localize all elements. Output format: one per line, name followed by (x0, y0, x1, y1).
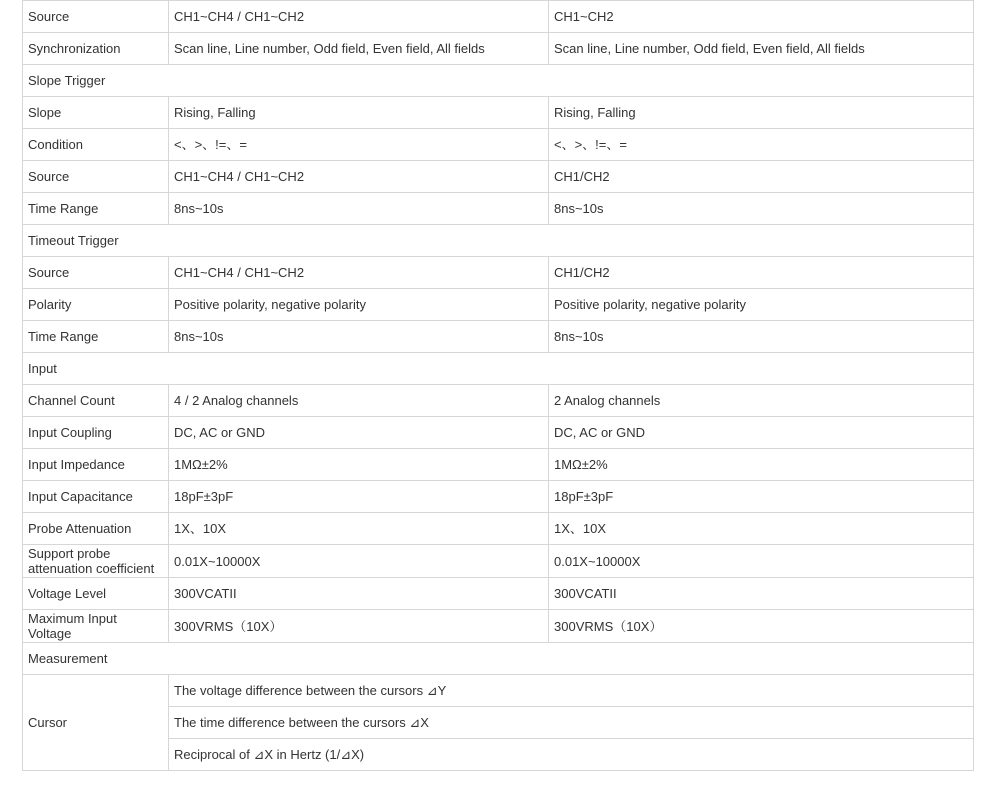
spec-value-model-a: 1X、10X (169, 513, 549, 545)
spec-value-model-a: 0.01X~10000X (169, 545, 549, 578)
spec-label: Input Coupling (23, 417, 169, 449)
spec-value-model-b: CH1/CH2 (549, 257, 974, 289)
spec-value-model-b: CH1/CH2 (549, 161, 974, 193)
spec-value-model-a: CH1~CH4 / CH1~CH2 (169, 1, 549, 33)
spec-value-model-a: <、>、!=、= (169, 129, 549, 161)
spec-value-model-b: 0.01X~10000X (549, 545, 974, 578)
section-title: Slope Trigger (23, 65, 974, 97)
spec-row (23, 33, 974, 65)
spec-value-model-a: 1MΩ±2% (169, 449, 549, 481)
spec-value-model-a: 300VCATII (169, 578, 549, 610)
section-title: Input (23, 353, 974, 385)
spec-label: Condition (23, 129, 169, 161)
spec-value-model-a: CH1~CH4 / CH1~CH2 (169, 161, 549, 193)
spec-value-model-b: 1X、10X (549, 513, 974, 545)
spec-value-model-b: 18pF±3pF (549, 481, 974, 513)
spec-value-model-b: 300VRMS（10X） (549, 610, 974, 643)
spec-value-model-b: <、>、!=、= (549, 129, 974, 161)
spec-label: Maximum Input Voltage (23, 610, 169, 643)
spec-row (23, 1, 974, 33)
spec-row (23, 385, 974, 417)
spec-row (23, 289, 974, 321)
spec-label: Probe Attenuation (23, 513, 169, 545)
spec-label: Support probe attenuation coefficient (23, 545, 169, 578)
spec-label: Time Range (23, 193, 169, 225)
spec-label: Time Range (23, 321, 169, 353)
spec-value-model-b: Positive polarity, negative polarity (549, 289, 974, 321)
spec-value-model-a: Rising, Falling (169, 97, 549, 129)
spec-value-model-a: 18pF±3pF (169, 481, 549, 513)
spec-row (23, 161, 974, 193)
section-header-row (23, 65, 974, 97)
spec-row (23, 321, 974, 353)
section-title: Timeout Trigger (23, 225, 974, 257)
spec-row (23, 129, 974, 161)
spec-table (22, 0, 974, 771)
spec-value-model-a: CH1~CH4 / CH1~CH2 (169, 257, 549, 289)
cursor-measurement: Reciprocal of ⊿X in Hertz (1/⊿X) (169, 739, 974, 771)
spec-value-model-b: Rising, Falling (549, 97, 974, 129)
spec-value-model-a: 8ns~10s (169, 321, 549, 353)
spec-label: Source (23, 161, 169, 193)
section-header-row (23, 225, 974, 257)
spec-value-model-a: Positive polarity, negative polarity (169, 289, 549, 321)
cursor-measurement: The voltage difference between the cursors ⊿Y (169, 675, 974, 707)
spec-row (23, 417, 974, 449)
spec-value-model-b: DC, AC or GND (549, 417, 974, 449)
cursor-row (23, 675, 974, 707)
spec-value-model-a: 300VRMS（10X） (169, 610, 549, 643)
spec-row (23, 610, 974, 643)
spec-row (23, 193, 974, 225)
spec-label: Input Impedance (23, 449, 169, 481)
spec-label: Polarity (23, 289, 169, 321)
spec-label: Channel Count (23, 385, 169, 417)
spec-label: Source (23, 257, 169, 289)
spec-label: Slope (23, 97, 169, 129)
section-header-row (23, 643, 974, 675)
spec-value-model-b: 1MΩ±2% (549, 449, 974, 481)
spec-label: Voltage Level (23, 578, 169, 610)
spec-value-model-b: 8ns~10s (549, 321, 974, 353)
spec-value-model-a: 4 / 2 Analog channels (169, 385, 549, 417)
spec-row (23, 449, 974, 481)
spec-value-model-a: Scan line, Line number, Odd field, Even field, All fields (169, 33, 549, 65)
spec-row (23, 481, 974, 513)
section-header-row (23, 353, 974, 385)
spec-row (23, 513, 974, 545)
spec-row (23, 578, 974, 610)
spec-label: Input Capacitance (23, 481, 169, 513)
spec-value-model-b: CH1~CH2 (549, 1, 974, 33)
spec-value-model-a: 8ns~10s (169, 193, 549, 225)
spec-label: Synchronization (23, 33, 169, 65)
cursor-measurement: The time difference between the cursors ⊿X (169, 707, 974, 739)
spec-value-model-b: Scan line, Line number, Odd field, Even field, All fields (549, 33, 974, 65)
spec-label: Cursor (23, 675, 169, 771)
spec-value-model-a: DC, AC or GND (169, 417, 549, 449)
spec-row (23, 97, 974, 129)
spec-row (23, 257, 974, 289)
spec-value-model-b: 300VCATII (549, 578, 974, 610)
spec-row (23, 545, 974, 578)
spec-table-body (23, 1, 974, 771)
section-title: Measurement (23, 643, 974, 675)
spec-value-model-b: 8ns~10s (549, 193, 974, 225)
spec-value-model-b: 2 Analog channels (549, 385, 974, 417)
spec-label: Source (23, 1, 169, 33)
